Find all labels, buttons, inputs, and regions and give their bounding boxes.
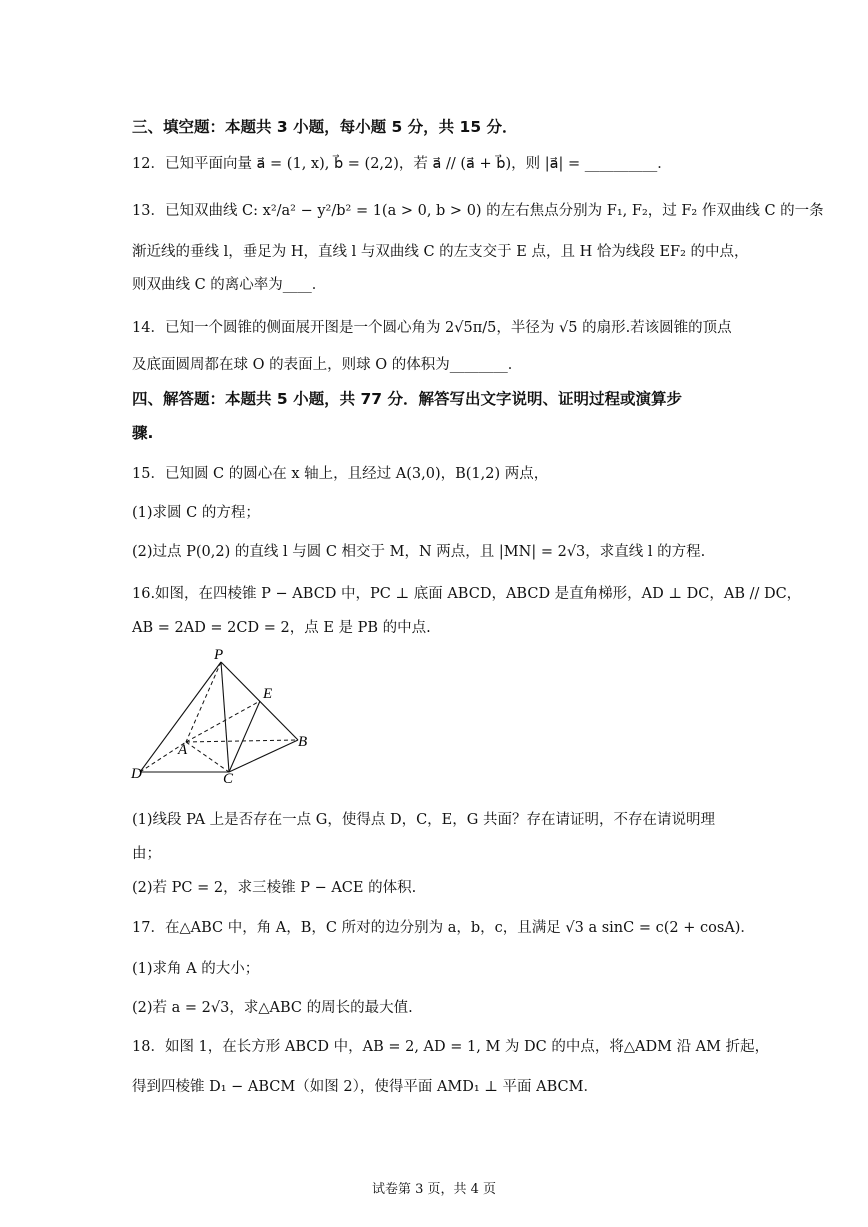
question-16-line-2: AB = 2AD = 2CD = 2，点 E 是 PB 的中点. [132,620,431,636]
vertex-label-b: B [298,734,308,750]
question-17: 17．在△ABC 中，角 A，B，C 所对的边分别为 a，b，c，且满足 √3 a sinC = c(2 + cosA)． [132,920,755,936]
pyramid-figure [128,646,328,786]
question-18-line-1: 18．如图 1，在长方形 ABCD 中，AB = 2, AD = 1, M 为 DC 的中点，将△ADM 沿 AM 折起， [132,1039,770,1055]
question-16-part-1-cont: 由； [132,846,161,862]
question-16-line-1: 16.如图，在四棱锥 P − ABCD 中，PC ⊥ 底面 ABCD，ABCD 是直角梯形，AD ⊥ DC，AB // DC， [132,586,802,602]
question-15-part-1: (1)求圆 C 的方程； [132,505,260,521]
question-13-line-1: 13．已知双曲线 C: x²/a² − y²/b² = 1(a > 0, b > 0) 的左右焦点分别为 F₁, F₂，过 F₂ 作双曲线 C 的一条 [132,203,824,219]
vertex-label-c: C [223,771,234,786]
vertex-label-p: P [214,647,224,663]
question-16-part-1: (1)线段 PA 上是否存在一点 G，使得点 D，C，E，G 共面？存在请证明，不存在请说明理 [132,812,715,828]
section-3-heading: 三、填空题：本题共 3 小题，每小题 5 分，共 15 分． [132,118,518,136]
question-15-part-2: (2)过点 P(0,2) 的直线 l 与圆 C 相交于 M，N 两点，且 |MN| = 2√3，求直线 l 的方程. [132,544,706,560]
question-14-line-1: 14．已知一个圆锥的侧面展开图是一个圆心角为 2√5π/5，半径为 √5 的扇形.若该圆锥的顶点 [132,320,732,336]
vertex-label-d: D [131,766,142,782]
question-13-line-2: 渐近线的垂线 l，垂足为 H，直线 l 与双曲线 C 的左支交于 E 点，且 H 恰为线段 EF₂ 的中点， [132,244,749,260]
question-13-line-3: 则双曲线 C 的离心率为____． [132,277,327,293]
section-4-heading-cont: 骤. [132,424,154,442]
vertex-label-e: E [263,686,273,702]
question-15: 15．已知圆 C 的圆心在 x 轴上，且经过 A(3,0)，B(1,2) 两点， [132,466,549,482]
question-12: 12．已知平面向量 a⃗ = (1, x), b⃗ = (2,2)，若 a⃗ // (a⃗ + b⃗)，则 |a⃗| = __________． [132,156,672,172]
question-17-part-2: (2)若 a = 2√3，求△ABC 的周长的最大值. [132,1000,413,1016]
question-17-part-1: (1)求角 A 的大小； [132,961,260,977]
question-18-line-2: 得到四棱锥 D₁ − ABCM（如图 2），使得平面 AMD₁ ⊥ 平面 ABCM． [132,1079,599,1095]
page-footer: 试卷第 3 页，共 4 页 [371,1182,497,1197]
vertex-label-a: A [178,742,188,758]
question-14-line-2: 及底面圆周都在球 O 的表面上，则球 O 的体积为________． [132,357,523,373]
question-16-part-2: (2)若 PC = 2，求三棱锥 P − ACE 的体积. [132,880,417,896]
section-4-heading: 四、解答题：本题共 5 小题，共 77 分．解答写出文字说明、证明过程或演算步 [132,390,682,408]
